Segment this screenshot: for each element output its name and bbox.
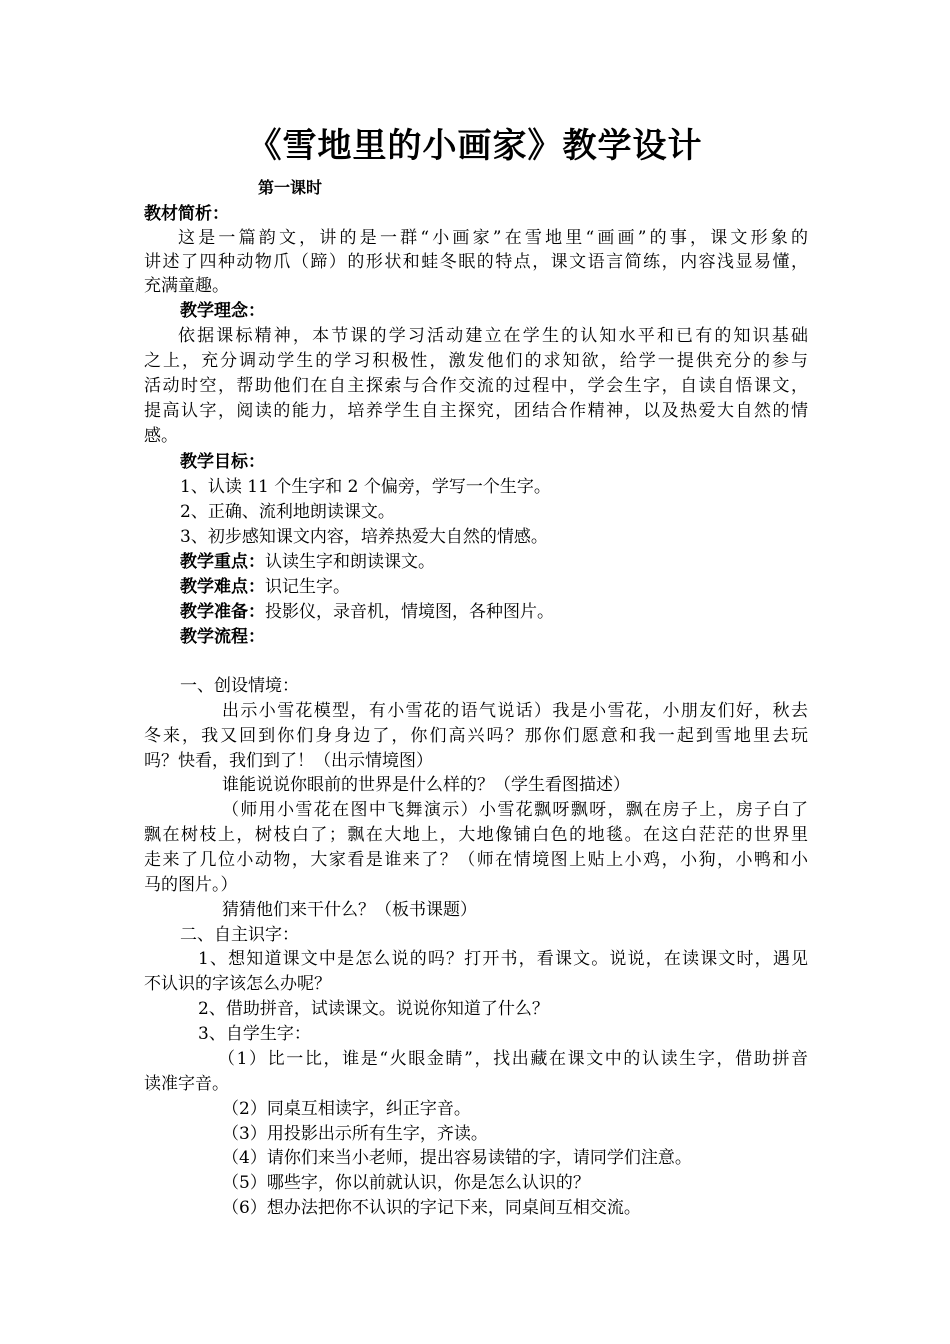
goal-item: 2、正确、流利地朗读课文。 <box>180 502 395 522</box>
step1-line: （师用小雪花在图中飞舞演示）小雪花飘呀飘呀，飘在房子上，房子白了 <box>222 800 808 820</box>
prep-label: 教学准备： <box>180 602 265 622</box>
sub-item: （6）想办法把你不认识的字记下来，同桌间互相交流。 <box>222 1198 641 1218</box>
sub-item: 读准字音。 <box>144 1074 229 1094</box>
step1-line: 走来了几位小动物，大家看是谁来了？（师在情境图上贴上小鸡，小狗，小鸭和小 <box>144 850 808 870</box>
step1-line: 出示小雪花模型，有小雪花的语气说话）我是小雪花，小朋友们好，秋去 <box>222 701 808 721</box>
step1-line: 马的图片。） <box>144 875 238 895</box>
goal-item: 3、初步感知课文内容，培养热爱大自然的情感。 <box>180 527 548 547</box>
key-label: 教学重点： <box>180 552 265 572</box>
difficulty-label: 教学难点： <box>180 577 265 597</box>
material-line: 这是一篇韵文，讲的是一群“小画家”在雪地里“画画”的事，课文形象的 <box>178 228 808 248</box>
material-line: 讲述了四种动物爪（蹄）的形状和蛙冬眠的特点，课文语言简练，内容浅显易懂， <box>144 252 808 272</box>
step1-line: 猜猜他们来干什么？（板书课题） <box>222 900 477 920</box>
step2-line: 2、借助拼音，试读课文。说说你知道了什么？ <box>198 999 549 1019</box>
goal-item: 1、认读 11 个生字和 2 个偏旁，学写一个生字。 <box>180 477 551 497</box>
step1-line: 飘在树枝上，树枝白了；飘在大地上，大地像铺白色的地毯。在这白茫茫的世界里 <box>144 825 808 845</box>
concept-line: 依据课标精神，本节课的学习活动建立在学生的认知水平和已有的知识基础 <box>178 326 808 346</box>
lesson-label: 第一课时 <box>258 178 323 197</box>
step1-heading: 一、创设情境： <box>180 676 299 696</box>
sub-item: （1）比一比，谁是“火眼金睛”，找出藏在课文中的认读生字，借助拼音 <box>218 1049 808 1069</box>
difficulty-point <box>180 575 350 599</box>
step2-line: 1、想知道课文中是怎么说的吗？打开书，看课文。说说，在读课文时，遇见 <box>198 949 808 969</box>
step2-line: 不认识的字该怎么办呢？ <box>144 974 331 994</box>
concept-heading: 教学理念： <box>180 301 265 321</box>
step2-line: 3、自学生字： <box>198 1024 311 1044</box>
concept-line: 感。 <box>144 426 178 446</box>
process-heading: 教学流程： <box>180 627 265 647</box>
material-heading: 教材简析： <box>144 204 229 224</box>
goals-heading: 教学目标： <box>180 452 265 472</box>
concept-line: 提高认字，阅读的能力，培养学生自主探究，团结合作精神，以及热爱大自然的情 <box>144 401 808 421</box>
document-title: 《雪地里的小画家》教学设计 <box>247 126 703 166</box>
concept-line: 之上，充分调动学生的学习积极性，激发他们的求知欲，给学一提供充分的参与 <box>144 351 808 371</box>
sub-item: （2）同桌互相读字，纠正字音。 <box>222 1099 471 1119</box>
sub-item: （4）请你们来当小老师，提出容易读错的字，请同学们注意。 <box>222 1148 692 1168</box>
preparation <box>180 600 554 624</box>
key-point <box>180 550 435 574</box>
key-text: 认读生字和朗读课文。 <box>265 552 435 572</box>
concept-line: 活动时空，帮助他们在自主探索与合作交流的过程中，学会生字，自读自悟课文， <box>144 376 808 396</box>
prep-text: 投影仪，录音机，情境图，各种图片。 <box>265 602 554 622</box>
step1-line: 冬来，我又回到你们身身边了，你们高兴吗？那你们愿意和我一起到雪地里去玩 <box>144 726 808 746</box>
sub-item: （3）用投影出示所有生字，齐读。 <box>222 1124 488 1144</box>
step1-line: 谁能说说你眼前的世界是什么样的？（学生看图描述） <box>222 775 630 795</box>
difficulty-text: 识记生字。 <box>265 577 350 597</box>
step2-heading: 二、自主识字： <box>180 925 299 945</box>
step1-line: 吗？快看，我们到了！（出示情境图） <box>144 751 433 771</box>
sub-item: （5）哪些字，你以前就认识，你是怎么认识的？ <box>222 1173 590 1193</box>
material-line: 充满童趣。 <box>144 276 229 296</box>
